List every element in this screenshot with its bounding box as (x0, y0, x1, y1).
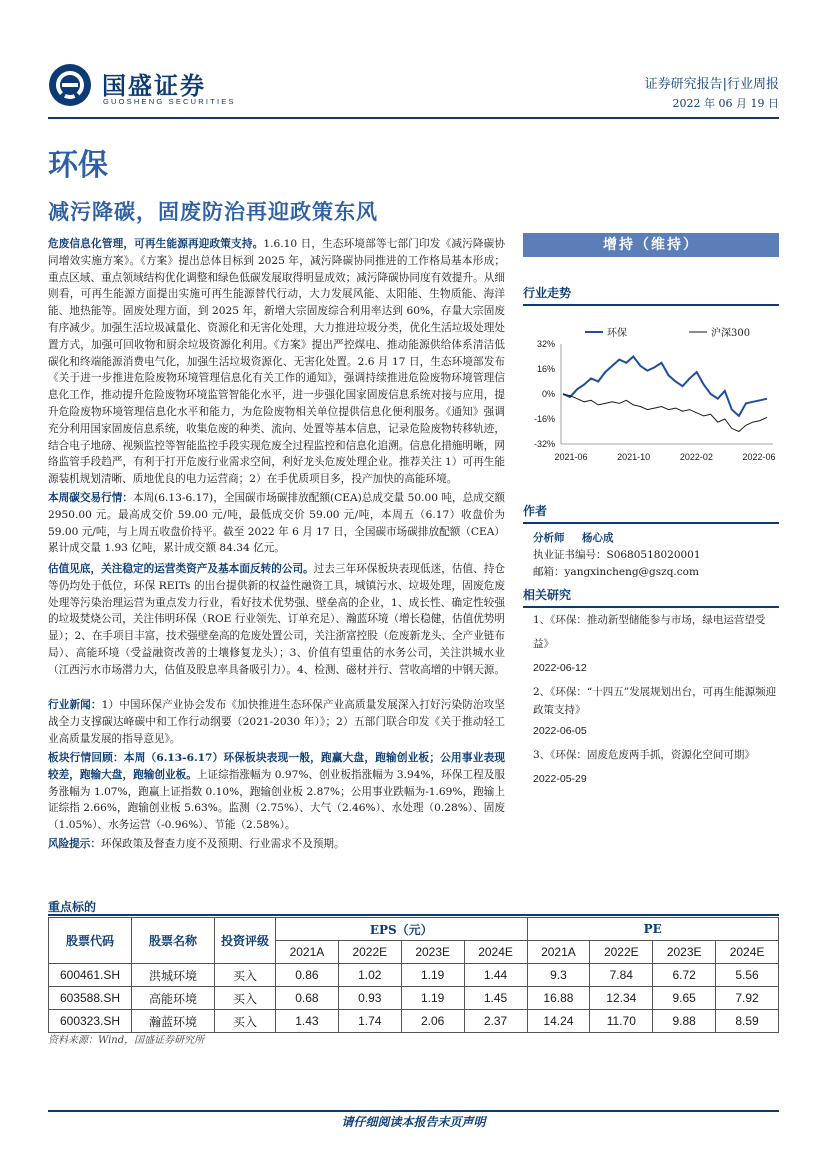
related-item-date: 2022-05-29 (533, 773, 587, 785)
paragraph-text: 本周(6.13-6.17)，全国碳市场碳排放配额(CEA)总成交量 50.00 吨，总成交额 2950.00 元。最高成交价 59.00 元/吨，最低成交价 59.00 元/吨，本周五（6.17）收盘价为 59.00 元/吨，与上周五收盘价持平。截至 2022 年 6 月 17 日，全国碳市场碳排放配额（CEA）累计成交量 1.93 亿吨，累计成交额 84.34 亿元。 (48, 492, 506, 555)
report-date: 2022 年 06 月 19 日 (672, 97, 779, 110)
header-eps: EPS（元） (276, 918, 528, 941)
eps-cell: 1.74 (338, 1010, 401, 1033)
eps-cell: 1.44 (464, 964, 527, 987)
company-logo-icon (48, 63, 92, 107)
year-cell: 2021A (276, 941, 339, 964)
pe-cell: 9.3 (527, 964, 590, 987)
stock-rating: 买入 (215, 987, 276, 1010)
year-cell: 2024E (464, 941, 527, 964)
eps-cell: 0.68 (276, 987, 339, 1010)
y-tick-label: 16% (536, 364, 555, 374)
y-tick-label: 32% (536, 339, 555, 349)
paragraph-valuation (48, 561, 505, 679)
trend-heading: 行业走势 (523, 284, 779, 306)
pe-cell: 6.72 (653, 964, 716, 987)
eps-cell: 1.43 (276, 1010, 339, 1033)
x-tick-label: 2022-06 (742, 452, 776, 462)
pe-cell: 7.84 (590, 964, 653, 987)
y-tick-label: -32% (533, 439, 555, 449)
paragraph-text: 过去三年环保板块表现低迷，估值、持仓等仍均处于低位，环保 REITs 的出台提供新的权益性融资工具，城镇污水、垃圾处理，固废危废处理等污染治理运营为重点发力行业，看好技术优势强、壁垒高的企业，1、成长性、确定性较强的垃圾焚烧公司，关注伟明环保（ROE 行业领先、订单充足）、瀚蓝环境（增长稳健，估值优势明显）；2、在手项目丰富，技术强壁垒高的危废处置公司，关注浙富控股（危废新龙头、全产业链布局）、高能环境（受益融资改善的土壤修复龙头）；3、价值有望重估的水务公司，关注洪城水业（江西污水市场潜力大，估值及股息率具备吸引力）。4、检测、磁材并行、营收高增的中钢天源。 (48, 563, 505, 676)
related-heading: 相关研究 (523, 586, 779, 608)
x-tick-label: 2021-06 (554, 452, 588, 462)
table-header-row (49, 918, 779, 941)
paragraph-market (48, 750, 505, 834)
table-title: 重点标的 (48, 900, 97, 914)
pe-cell: 14.24 (527, 1010, 590, 1033)
related-list (533, 608, 779, 791)
table-divider (48, 914, 779, 916)
related-item-date: 2022-06-05 (533, 725, 587, 737)
pe-cell: 9.88 (653, 1010, 716, 1033)
eps-cell: 1.45 (464, 987, 527, 1010)
table-row (49, 1010, 779, 1033)
pe-cell: 7.92 (716, 987, 779, 1010)
sector-title: 环保 (48, 148, 108, 183)
year-cell: 2022E (590, 941, 653, 964)
data-source: 资料来源：Wind，国盛证券研究所 (48, 1035, 205, 1046)
footer-divider (48, 1110, 779, 1112)
paragraph-lead: 估值见底，关注稳定的运营类资产及基本面反转的公司。 (48, 563, 314, 575)
paragraph-carbon (48, 490, 505, 557)
eps-cell: 2.06 (401, 1010, 464, 1033)
y-axis (534, 339, 773, 449)
header-name: 股票名称 (132, 918, 215, 964)
eps-cell: 2.37 (464, 1010, 527, 1033)
paragraph-policy (48, 236, 505, 488)
company-name: 国盛证券 (102, 72, 206, 100)
stock-name: 高能环境 (132, 987, 215, 1010)
series-line-env (563, 357, 767, 416)
related-item-date: 2022-06-12 (533, 662, 587, 674)
paragraph-news (48, 697, 505, 747)
year-cell: 2023E (401, 941, 464, 964)
header-rating: 投资评级 (215, 918, 276, 964)
analyst-email[interactable]: 邮箱：yangxincheng@gszq.com (533, 566, 699, 578)
chart-legend (585, 326, 750, 339)
pe-cell: 8.59 (716, 1010, 779, 1033)
pe-cell: 16.88 (527, 987, 590, 1010)
paragraph-lead: 板块行情回顾：本周（6.13-6.17）环保板块表现一般，跑赢大盘，跑输创业板；公用事业表现较差，跑输大盘，跑输创业板。 (48, 752, 505, 781)
pe-cell: 5.56 (716, 964, 779, 987)
stock-code: 600461.SH (49, 964, 132, 987)
report-headline: 减污降碳，固废防治再迎政策东风 (48, 199, 378, 224)
eps-cell: 1.02 (338, 964, 401, 987)
x-tick-label: 2022-02 (679, 452, 713, 462)
paragraph-lead: 行业新闻： (48, 699, 102, 711)
header-divider (48, 117, 779, 119)
stock-rating: 买入 (215, 1010, 276, 1033)
table-row (49, 987, 779, 1010)
x-tick-label: 2021-10 (617, 452, 651, 462)
eps-cell: 0.86 (276, 964, 339, 987)
analyst-label: 分析师 (533, 532, 565, 544)
footer-disclaimer: 请仔细阅读本报告末页声明 (341, 1115, 486, 1129)
rating-badge: 增持（维持） (523, 233, 779, 257)
company-name-en: GUOSHENG SECURITIES (103, 97, 236, 106)
analyst-license: 执业证书编号：S0680518020001 (533, 549, 701, 561)
stock-name: 洪城环境 (132, 964, 215, 987)
related-item-title[interactable]: 1、《环保：推动新型储能参与市场，绿电运营望受益》 (533, 614, 766, 650)
related-item-title[interactable]: 2、《环保：“十四五”发展规划出台，可再生能源频迎政策支持》 (533, 686, 777, 716)
table-row (49, 964, 779, 987)
paragraph-text: 上证综指涨幅为 0.97%、创业板指涨幅为 3.94%，环保工程及服务涨幅为 1.07%，跑赢上证指数 0.10%，跑输创业板 2.87%；公用事业跌幅为-1.69%，跑输上证综指 2.66%，跑输创业板 5.63%。监测（2.75%）、大气（2.46%）、水处理（0.28%）、固废（1.05%）、水务运营（-0.96%）、节能（2.58%）。 (48, 768, 506, 832)
pe-cell: 12.34 (590, 987, 653, 1010)
trend-chart (523, 318, 779, 468)
paragraph-text: 1）中国环保产业协会发布《加快推进生态环保产业高质量发展深入打好污染防治攻坚战全力支撑碳达峰碳中和工作行动纲要（2021-2030 年）》；2）五部门联合印发《关于推动轻工业高质量发展的指导意见》。 (48, 699, 505, 745)
legend-label-hs300: 沪深300 (711, 328, 751, 339)
year-cell: 2021A (527, 941, 590, 964)
eps-cell: 1.19 (401, 987, 464, 1010)
stock-code: 600323.SH (49, 1010, 132, 1033)
analyst-name: 杨心成 (582, 532, 614, 544)
header-code: 股票代码 (49, 918, 132, 964)
paragraph-text: 1.6.10 日，生态环境部等七部门印发《减污降碳协同增效实施方案》。《方案》提出总体目标到 2025 年，减污降碳协同推进的工作格局基本形成；重点区域、重点领域结构优化调整和绿色低碳发展取得明显成效；减污降碳协同度有效提升。从细则看，可再生能源方面提出实施可再生能源替代行动，大力发展风能、太阳能、生物质能、海洋能、地热能等。固废处理方面，到 2025 年，新增大宗固废综合利用率达到 60%，存量大宗固废有序减少。加强生活垃圾减量化、资源化和无害化处理，大力推进垃圾分类，优化生活垃圾处理处置方式，加强可回收物和厨余垃圾资源化利用。《方案》提出严控煤电、推动能源供给体系清洁低碳化和终端能源消费电气化，加强生活垃圾资源化、无害化处置。2.6 月 17 日，生态环境部发布《关于进一步推进危险废物环境管理信息化有关工作的通知》，强调持续推进危险废物环境管理信息化工作，推动提升危险废物环境监管智能化水平，进一步强化国家固废信息系统对接与应用，提升危险废物环境管理信息化水平和能力，为危险废物相关单位提供信息化便利服务。《通知》强调充分利用国家固废信息系统，收集危废的种类、流向、处置等基本信息，记录危险废物转移轨迹，结合电子地磅、视频监控等智能监控手段实现危废全过程监控和信息化追溯。信息化措施明晰，网络监管手段趋严，有利于打开危废行业需求空间，利好龙头危废处理企业。推荐关注 1）可再生能源装机规划清晰、质地优良的电力运营商；2）在手优质项目多，投产加快的高能环境。 (48, 238, 506, 486)
eps-cell: 0.93 (338, 987, 401, 1010)
year-cell: 2023E (653, 941, 716, 964)
related-item-title[interactable]: 3、《环保：固废危废两手抓，资源化空间可期》 (533, 749, 755, 761)
stock-code: 603588.SH (49, 987, 132, 1010)
header-pe: PE (527, 918, 779, 941)
paragraph-lead: 风险提示： (48, 838, 101, 850)
stock-name: 瀚蓝环境 (132, 1010, 215, 1033)
year-cell: 2022E (338, 941, 401, 964)
stock-rating: 买入 (215, 964, 276, 987)
year-cell: 2024E (716, 941, 779, 964)
eps-cell: 1.19 (401, 964, 464, 987)
paragraph-lead: 本周碳交易行情： (48, 492, 133, 504)
report-type: 证券研究报告|行业周报 (644, 77, 779, 92)
author-heading: 作者 (523, 502, 779, 524)
pe-cell: 11.70 (590, 1010, 653, 1033)
pe-cell: 9.65 (653, 987, 716, 1010)
y-tick-label: 0% (541, 389, 555, 399)
legend-label-env: 环保 (607, 328, 627, 339)
y-tick-label: -16% (533, 414, 555, 424)
paragraph-text: 环保政策及督查力度不及预期、行业需求不及预期。 (100, 838, 345, 850)
paragraph-risk (48, 836, 505, 853)
chart-series (563, 357, 767, 432)
paragraph-lead: 危废信息化管理，可再生能源再迎政策支持。 (48, 238, 264, 250)
x-axis (554, 452, 775, 462)
stock-table (48, 917, 779, 1033)
